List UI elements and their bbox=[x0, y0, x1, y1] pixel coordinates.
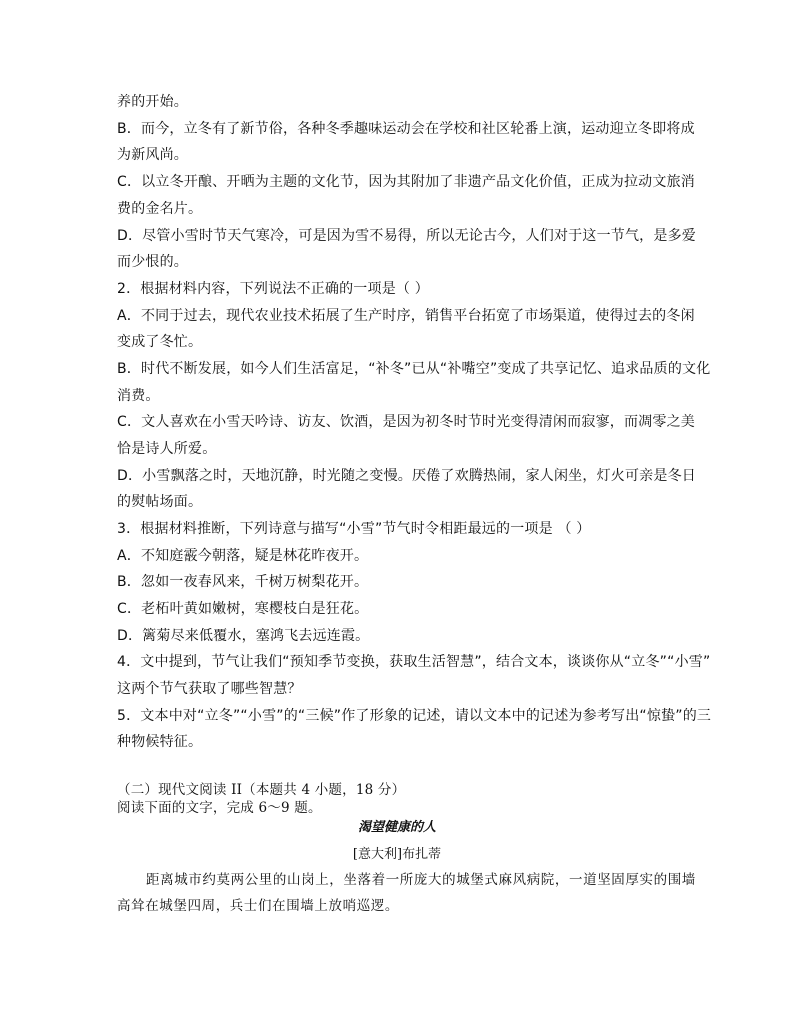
article-paragraph-line: 高耸在城堡四周，兵士们在围墙上放哨巡逻。 bbox=[117, 898, 399, 914]
section-heading: （二）现代文阅读 II（本题共 4 小题，18 分） bbox=[117, 782, 406, 798]
option-d-line: D．小雪飘落之时，天地沉静，时光随之变慢。厌倦了欢腾热闹，家人闲坐，灯火可亲是冬日 bbox=[117, 468, 696, 484]
option-c-line: C．以立冬开酿、开晒为主题的文化节，因为其附加了非遗产品文化价值，正成为拉动文旅消 bbox=[117, 174, 695, 190]
text-line: 种物候特征。 bbox=[117, 734, 203, 750]
option-b-line: B．时代不断发展，如今人们生活富足，“补冬”已从“补嘴空”变成了共享记忆、追求品质的文化 bbox=[117, 361, 711, 377]
article-title: 渴望健康的人 bbox=[357, 820, 436, 835]
text-line: 变成了冬忙。 bbox=[117, 334, 203, 350]
text-line: 恰是诗人所爱。 bbox=[117, 441, 217, 457]
text-line: 这两个节气获取了哪些智慧？ bbox=[117, 681, 302, 697]
option-a-line: A．不同于过去，现代农业技术拓展了生产时序，销售平台拓宽了市场渠道，使得过去的冬闲 bbox=[117, 308, 695, 324]
question-3-stem: 3．根据材料推断，下列诗意与描写“小雪”节气时令相距最远的一项是 （ ） bbox=[117, 521, 591, 537]
text-line: 为新风尚。 bbox=[117, 147, 188, 163]
option-c-line: C．文人喜欢在小雪天吟诗、访友、饮酒，是因为初冬时节时光变得清闲而寂寥，而凋零之美 bbox=[117, 414, 695, 430]
text-line: 的熨帖场面。 bbox=[117, 494, 203, 510]
text-line: 养的开始。 bbox=[117, 94, 188, 110]
section-instruction: 阅读下面的文字，完成 6～9 题。 bbox=[117, 800, 322, 816]
option-d-line: D．篱菊尽来低覆水，塞鸿飞去远连霞。 bbox=[117, 628, 370, 644]
option-d-line: D．尽管小雪时节天气寒冷，可是因为雪不易得，所以无论古今，人们对于这一节气，是多爱 bbox=[117, 228, 696, 244]
question-2-stem: 2．根据材料内容，下列说法不正确的一项是（ ） bbox=[117, 281, 429, 297]
option-c-line: C．老柘叶黄如嫩树，寒樱枝白是狂花。 bbox=[117, 601, 369, 617]
question-5-stem: 5．文本中对“立冬”“小雪”的“三候”作了形象的记述，请以文本中的记述为参考写出“惊蛰”的三 bbox=[117, 708, 712, 724]
option-a-line: A．不知庭霰今朝落，疑是林花昨夜开。 bbox=[117, 548, 369, 564]
option-b-line: B．而今，立冬有了新节俗，各种冬季趣味运动会在学校和社区轮番上演，运动迎立冬即将成 bbox=[117, 121, 695, 137]
text-line: 消费。 bbox=[117, 388, 160, 404]
option-b-line: B．忽如一夜春风来，千树万树梨花开。 bbox=[117, 574, 369, 590]
question-4-stem: 4．文中提到，节气让我们“预知季节变换，获取生活智慧”，结合文本，谈谈你从“立冬”“小雪” bbox=[117, 654, 711, 670]
article-paragraph-line: 距离城市约莫两公里的山岗上，坐落着一所庞大的城堡式麻风病院，一道坚固厚实的围墙 bbox=[146, 872, 696, 888]
text-line: 费的金名片。 bbox=[117, 201, 203, 217]
text-line: 而少恨的。 bbox=[117, 254, 188, 270]
article-author: [意大利]布扎蒂 bbox=[352, 847, 442, 862]
